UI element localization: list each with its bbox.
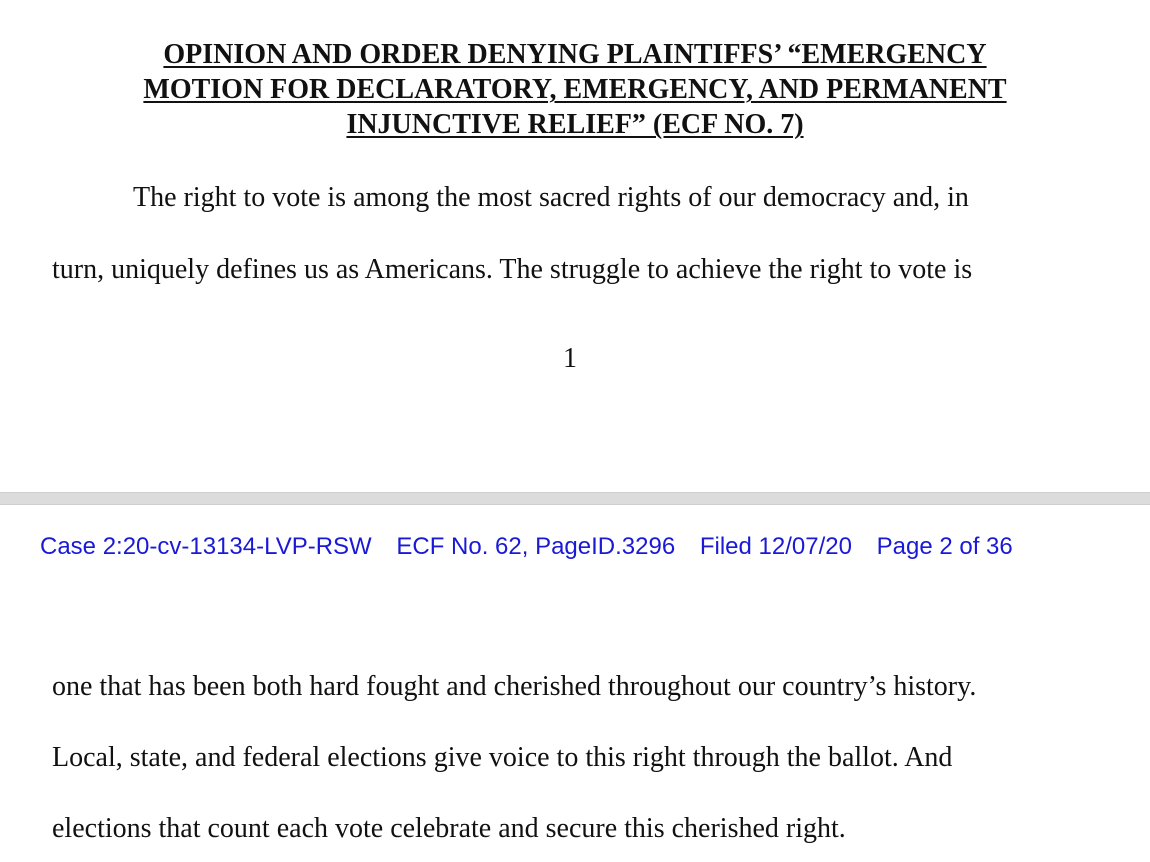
page1-line-1: The right to vote is among the most sacred rights of our democracy and, in	[133, 182, 969, 213]
filed-date: Filed 12/07/20	[699, 533, 852, 560]
page1-line-2: turn, uniquely defines us as Americans. The struggle to achieve the right to vote is	[52, 254, 973, 285]
page2-line-3: elections that count each vote celebrate and secure this cherished right.	[52, 813, 846, 844]
page-count: Page 2 of 36	[876, 533, 1013, 560]
title-line-3: INJUNCTIVE RELIEF” (ECF NO. 7)	[346, 109, 804, 140]
title-line-1: OPINION AND ORDER DENYING PLAINTIFFS’ “EMERGENCY	[163, 39, 987, 70]
case-number: Case 2:20-cv-13134-LVP-RSW	[40, 533, 372, 560]
ecf-page-id: ECF No. 62, PageID.3296	[396, 533, 676, 560]
page-separator	[0, 492, 1150, 505]
page2-line-2: Local, state, and federal elections give voice to this right through the ballot. And	[52, 742, 953, 773]
opinion-title	[0, 37, 1150, 142]
ecf-filing-header	[40, 532, 1013, 562]
page-number: 1	[563, 343, 577, 374]
page2-line-1: one that has been both hard fought and cherished throughout our country’s history.	[52, 671, 977, 702]
title-line-2: MOTION FOR DECLARATORY, EMERGENCY, AND PERMANENT	[143, 74, 1007, 105]
